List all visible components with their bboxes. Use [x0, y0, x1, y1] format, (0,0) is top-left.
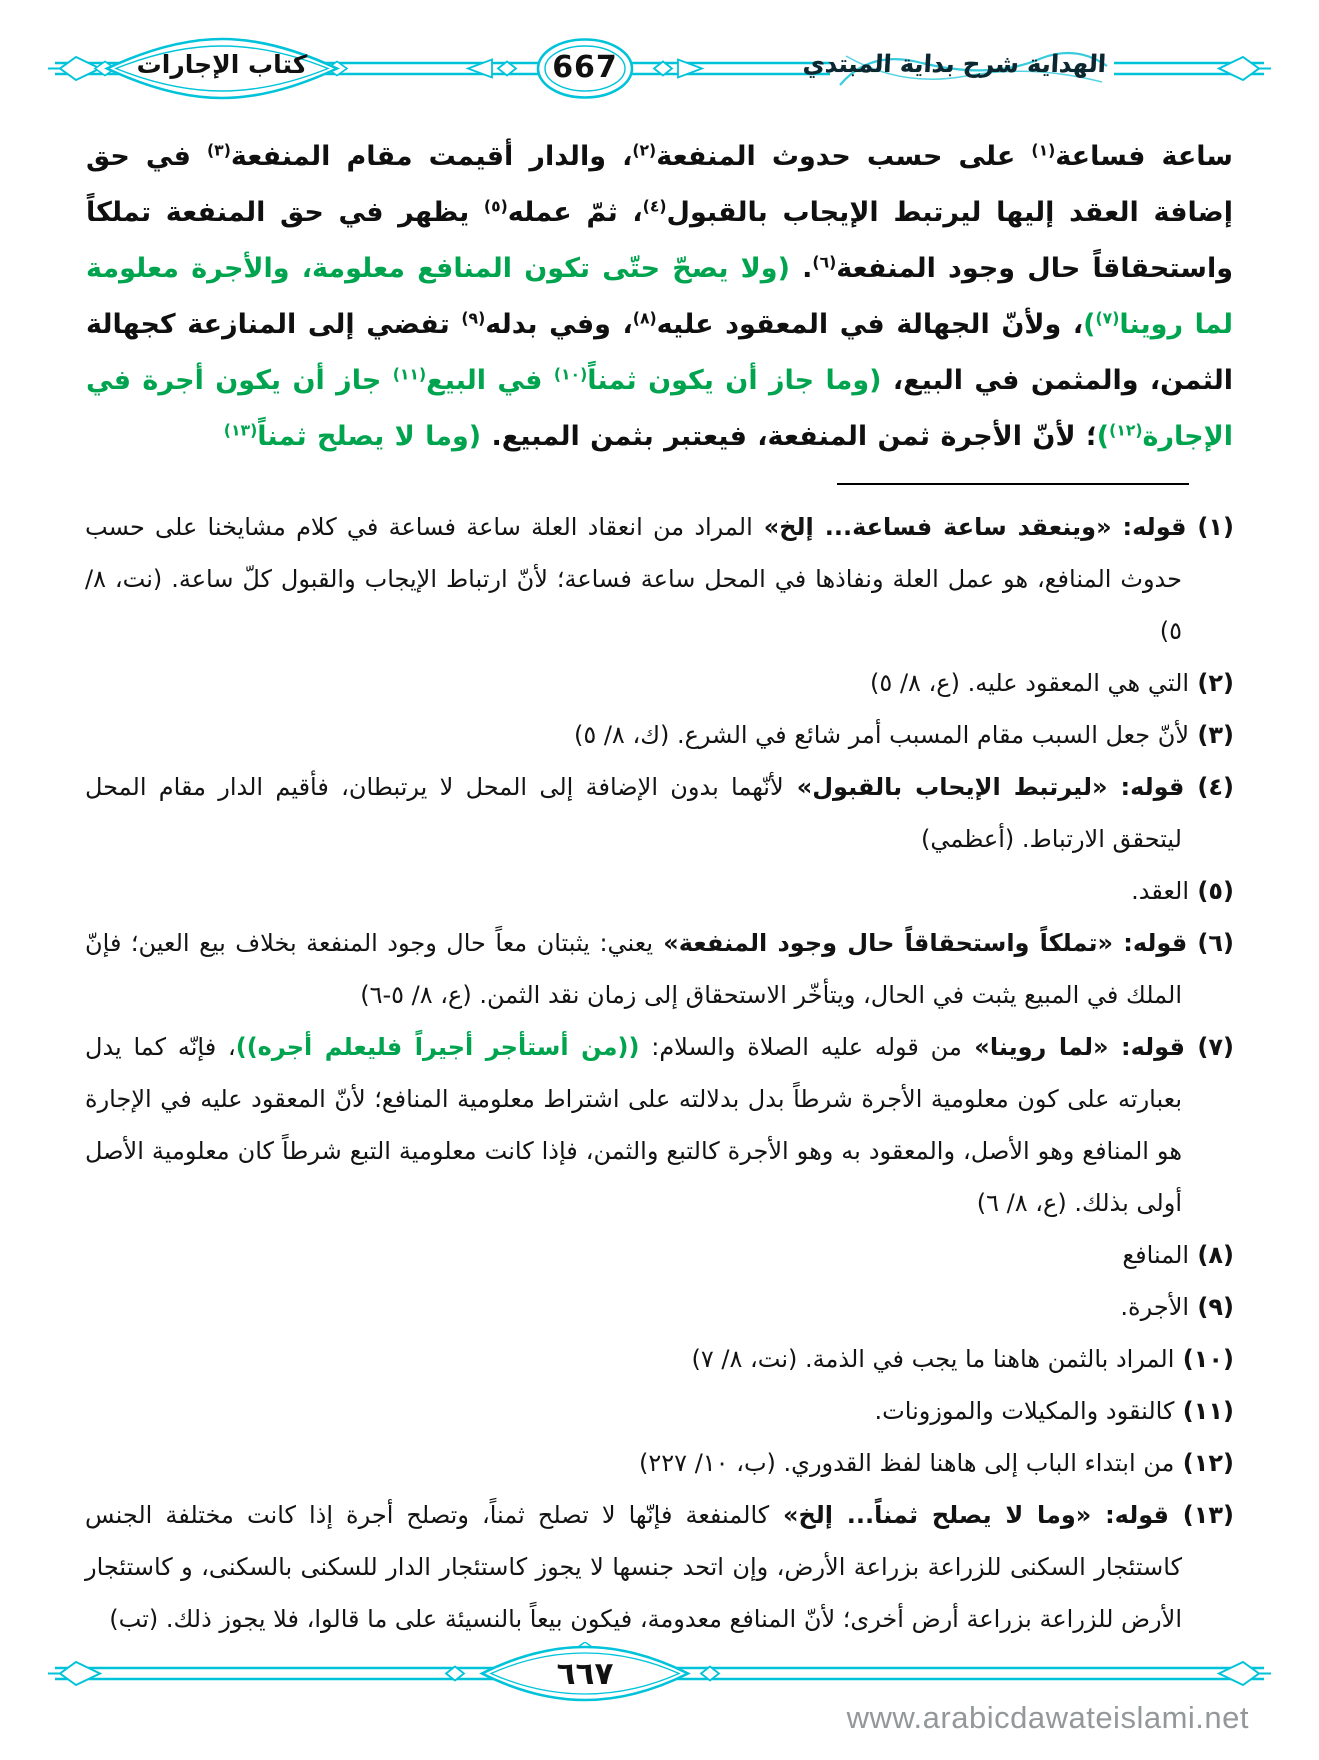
- page-footer: [0, 1642, 1319, 1706]
- footnote-number: (١١): [1174, 1397, 1234, 1425]
- body-run: ): [1083, 309, 1096, 340]
- page-number: 667: [552, 50, 618, 85]
- footnote-run: العقد.: [1131, 877, 1190, 905]
- body-run: في البيع: [426, 365, 554, 396]
- footnote-run: قوله: «وينعقد ساعة فساعة... إلخ»: [752, 513, 1187, 541]
- footnote-ref: (٢): [632, 140, 657, 160]
- footnote-run: قوله: «لما روينا»: [961, 1033, 1185, 1061]
- footnote-item: [85, 657, 1234, 709]
- footnote-number: (١٢): [1174, 1449, 1234, 1477]
- body-run: (وما لا يصلح ثمناً: [257, 421, 482, 452]
- footnote-ref: (٥): [483, 196, 508, 216]
- body-run: تفضي إلى المنازعة كجهالة الثمن، والمثمن في البيع،: [86, 309, 1233, 396]
- footnote-number: (٥): [1189, 877, 1234, 905]
- body-run: (وما جاز أن يكون ثمناً: [587, 365, 882, 396]
- footnote-ref: (١): [1031, 140, 1056, 160]
- book-title-calligraphy: الهداية شرح بداية المبتدي: [802, 50, 1107, 78]
- footnote-item: [85, 1437, 1234, 1489]
- watermark: www.arabicdawateislami.net: [846, 1700, 1249, 1735]
- footnote-ref: (١٢): [1109, 420, 1143, 440]
- footnote-number: (٣): [1189, 721, 1234, 749]
- footnote-item: [85, 1489, 1234, 1645]
- footnote-run: المراد من انعقاد العلة ساعة فساعة في كلام مشايخنا على حسب حدوث المنافع، هو عمل العلة ونفاذها في المحل ساعة فساعة؛ لأنّ ارتباط الإيجاب والقبول كلّ ساعة. (نت، ٨/ ٥): [85, 513, 1182, 645]
- footnote-number: (٧): [1184, 1033, 1234, 1061]
- edge-ornament-left-icon: [48, 1662, 100, 1685]
- footnote-item: [85, 709, 1234, 761]
- footnote-run: كالنقود والمكيلات والموزونات.: [874, 1397, 1175, 1425]
- footnote-item: [85, 1385, 1234, 1437]
- footnote-item: [85, 1281, 1234, 1333]
- page-header: [0, 33, 1319, 103]
- body-run: (ولا يصحّ حتّى تكون المنافع معلومة، والأجرة معلومة لما روينا: [86, 253, 1233, 340]
- footnote-ref: (١٠): [553, 364, 588, 384]
- footnote-number: (١): [1186, 513, 1235, 541]
- body-run: ؛ لأنّ الأجرة ثمن المنفعة، فيعتبر بثمن المبيع.: [481, 421, 1097, 452]
- footnote-number: (٦): [1187, 929, 1234, 957]
- footnote-run: لأنّ جعل السبب مقام المسبب أمر شائع في الشرع. (ك، ٨/ ٥): [573, 721, 1190, 749]
- footnote-run: كالمنفعة فإنّها لا تصلح ثمناً، وتصلح أجرة إذا كانت مختلفة الجنس كاستئجار السكنى للزراعة بزراعة الأرض، وإن اتحد جنسها لا يجوز كاستئجار الدار للسكنى بالسكنى، و كاستئجار الأرض للزراعة بزراعة أرض أخرى؛ لأنّ المنافع معدومة، فيكون بيعاً بالنسيئة على ما قالوا، فلا يجوز ذلك. (تب): [85, 1501, 1182, 1633]
- footnote-number: (١٠): [1174, 1345, 1234, 1373]
- footnote-item: [85, 1229, 1234, 1281]
- footnote-number: (٩): [1189, 1293, 1234, 1321]
- footnote-item: [85, 1021, 1234, 1229]
- footnote-run: التي هي المعقود عليه. (ع، ٨/ ٥): [870, 669, 1190, 697]
- body-run: ، والدار أقيمت مقام المنفعة: [230, 141, 633, 172]
- footnote-item: [85, 917, 1234, 1021]
- body-run: ، ثمّ عمله: [507, 197, 643, 228]
- body-run: ، وفي بدله: [485, 309, 633, 340]
- body-run: على حسب حدوث المنفعة: [656, 141, 1032, 172]
- body-run: جاز أن يكون أجرة في الإجارة: [86, 365, 1233, 452]
- section-title: كتاب الإجارات: [136, 50, 308, 79]
- footnote-ref: (٩): [461, 308, 486, 328]
- footnote-run: قوله: «تملكاً واستحقاقاً حال وجود المنفعة»: [653, 929, 1188, 957]
- footnotes-section: [85, 501, 1234, 1645]
- footnote-ref: (٦): [812, 252, 837, 272]
- footnote-ref: (٨): [632, 308, 657, 328]
- footnote-run: المنافع: [1122, 1241, 1190, 1269]
- footnote-run: المراد بالثمن هاهنا ما يجب في الذمة. (نت، ٨/ ٧): [691, 1345, 1175, 1373]
- footnote-number: (٤): [1184, 773, 1235, 801]
- body-run: يظهر في حق المنفعة تملكاً واستحقاقاً حال وجود المنفعة: [86, 197, 1233, 284]
- footnote-run: من ابتداء الباب إلى هاهنا لفظ القدوري. (ب، ١٠/ ٢٢٧): [639, 1449, 1175, 1477]
- footnote-ref: (٧): [1095, 308, 1120, 328]
- footnote-ref: (٤): [642, 196, 667, 216]
- body-run: ساعة فساعة: [1055, 141, 1233, 172]
- page-number-arabic: ٦٦٧: [556, 1656, 614, 1692]
- footnote-run: لأنّهما بدون الإضافة إلى المحل لا يرتبطان، فأقيم الدار مقام المحل ليتحقق الارتباط. (أعظمي): [85, 773, 1182, 853]
- footnote-number: (٨): [1189, 1241, 1234, 1269]
- edge-ornament-right-icon: [1219, 1662, 1271, 1685]
- footnote-run: من قوله عليه الصلاة والسلام:: [639, 1033, 962, 1061]
- footnote-number: (١٣): [1169, 1501, 1235, 1529]
- edge-ornament-right-icon: [1219, 57, 1271, 80]
- footnote-run: ((من أستأجر أجيراً فليعلم أجره)): [235, 1033, 640, 1061]
- body-run: .: [789, 253, 813, 284]
- footnote-run: ، فإنّه كما يدل بعبارته على كون معلومية الأجرة شرطاً بدل بدلالته على اشتراط معلومية المنافع؛ لأنّ المعقود عليه في الإجارة هو المنافع وهو الأصل، والمعقود به وهو الأجرة كالتبع والثمن، فإذا كانت معلومية التبع شرطاً كان معلومية الأصل أولى بذلك. (ع، ٨/ ٦): [85, 1033, 1182, 1217]
- footnote-separator: [837, 483, 1189, 485]
- footnote-item: [85, 865, 1234, 917]
- body-run: ): [1096, 421, 1110, 452]
- footnote-ref: (١١): [392, 364, 427, 384]
- footnote-run: يعني: يثبتان معاً حال وجود المنفعة بخلاف بيع العين؛ فإنّ الملك في المبيع يثبت في الحال، ويتأخّر الاستحقاق إلى زمان نقد الثمن. (ع، ٨/ ٥-٦): [85, 929, 1182, 1009]
- body-run: في حق إضافة العقد إليها ليرتبط الإيجاب بالقبول: [86, 141, 1233, 228]
- footnote-run: قوله: «ليرتبط الإيحاب بالقبول»: [783, 773, 1185, 801]
- footnote-ref: (٣): [206, 140, 231, 160]
- footnote-ref: (١٣): [223, 420, 258, 440]
- footnote-number: (٢): [1189, 669, 1234, 697]
- footnote-run: قوله: «وما لا يصلح ثمناً... إلخ»: [769, 1501, 1169, 1529]
- body-run: ، ولأنّ الجهالة في المعقود عليه: [656, 309, 1084, 340]
- edge-ornament-left-icon: [48, 57, 100, 80]
- footnote-item: [85, 761, 1234, 865]
- main-text: [86, 129, 1233, 465]
- footnote-run: الأجرة.: [1120, 1293, 1190, 1321]
- footnote-item: [85, 1333, 1234, 1385]
- footnote-item: [85, 501, 1234, 657]
